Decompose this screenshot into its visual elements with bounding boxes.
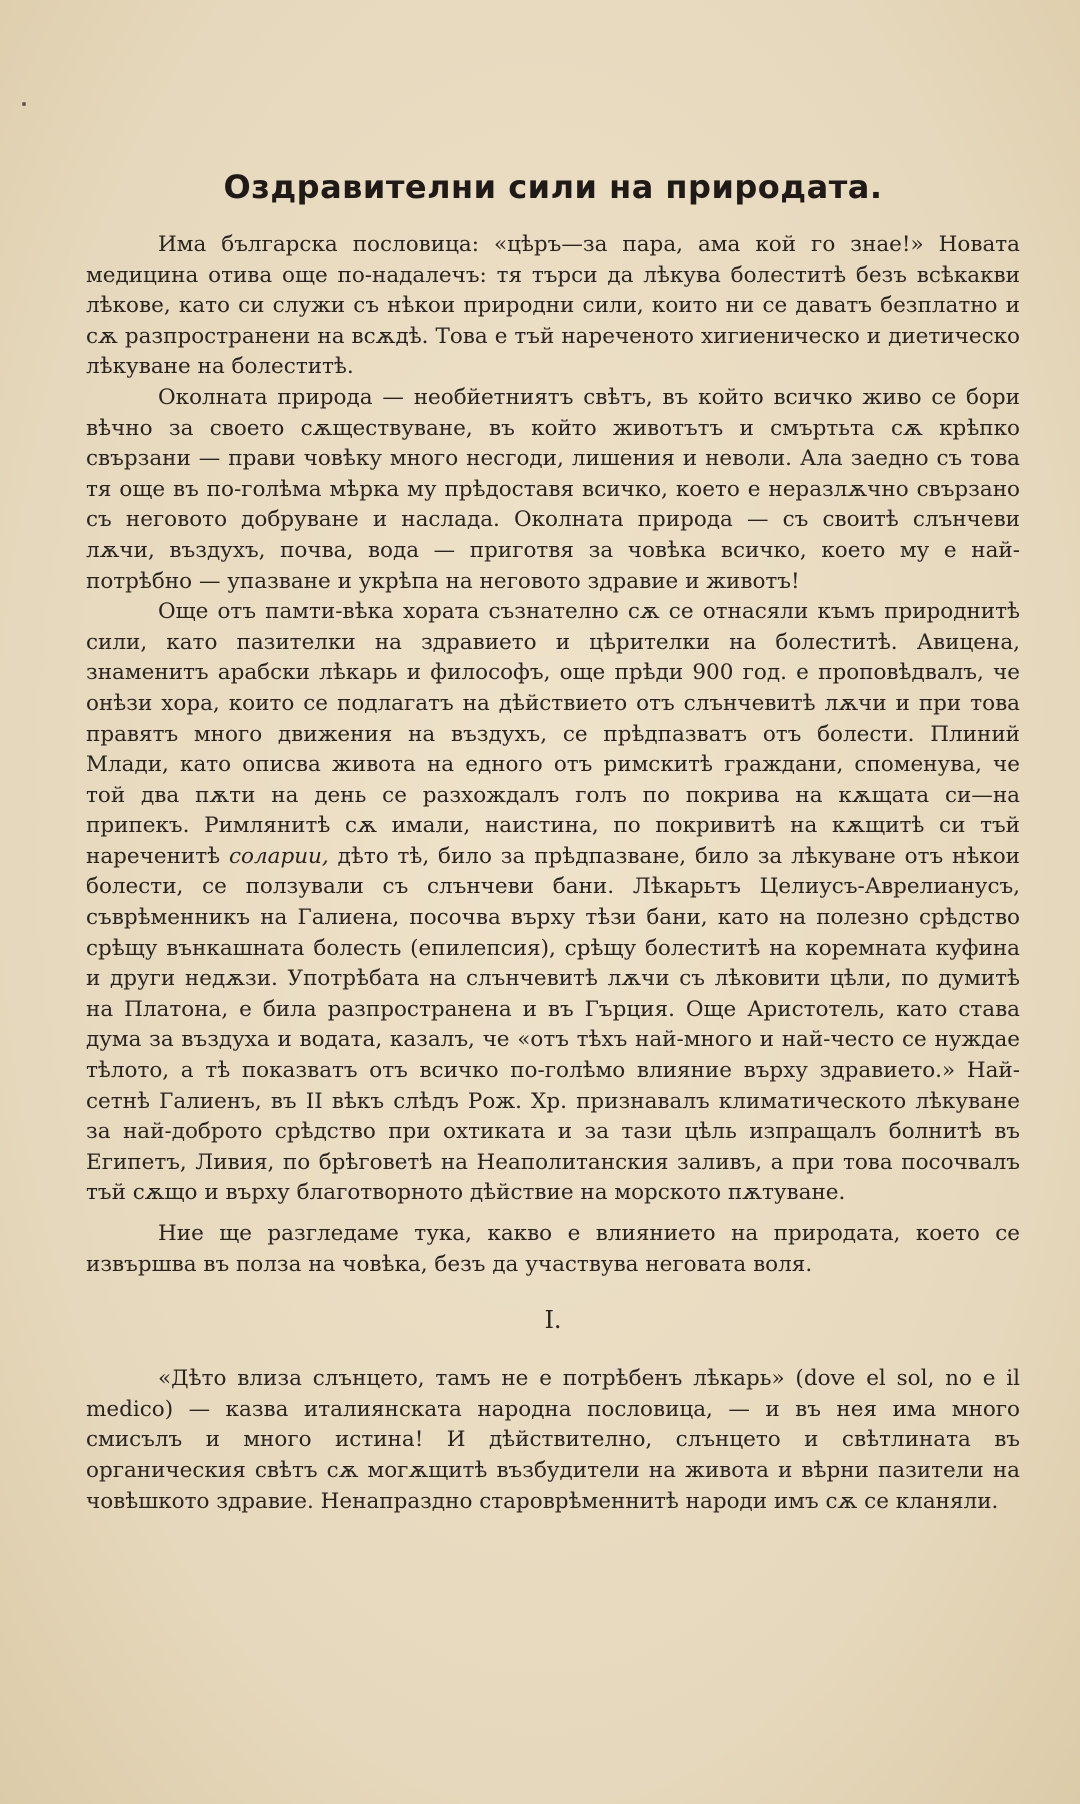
ink-speck xyxy=(22,102,26,106)
paragraph-history xyxy=(86,597,1020,1209)
section-heading: I. xyxy=(544,1306,562,1335)
paragraph-nature: Околната природа — необйетниятъ свѣтъ, въ който всичко живо се бори вѣчно за своето сѫществуване, въ който животътъ и смъртьта сѫ крѣпко свързани — прави човѣку много несгоди, лишения и неволи. Ала заедно съ това тя още въ по-голѣма мѣрка му прѣдоставя всичко, което е неразлѫчно свързано съ неговото добруване и наслада. Околната природа — съ своитѣ слънчеви лѫчи, въздухъ, почва, вода — приготвя за човѣка всичко, което му е най-потрѣбно — упазване и укрѣпа на неговото здравие и животъ! xyxy=(86,384,1020,594)
history-italic-term: соларии, xyxy=(228,843,329,869)
paragraph-sunlight: «Дѣто влиза слънцето, тамъ не е потрѣбенъ лѣкарь» (dove el sol, no e il medico) — казва италиянската народна пословица, — и въ нея има много смисълъ и много истина! И дѣйствително, слънцето и свѣтлината въ органическия свѣтъ сѫ могѫщитѣ възбудители на живота и вѣрни пазители на човѣшкото здравие. Ненапраздно староврѣменнитѣ народи имъ сѫ се кланяли. xyxy=(86,1366,1020,1514)
history-text-end: дѣто тѣ, било за прѣдпазване, било за лѣкуване отъ нѣкои болести, се ползували съ слънчеви бани. Лѣкарьтъ Целиусъ-Аврелианусъ, съврѣменникъ на Галиена, посочва върху тѣзи бани, като на полезно срѣдство срѣщу вънкашната болесть (епилепсия), срѣщу болеститѣ на коремната куфина и други недѫзи. Употрѣбата на слънчевитѣ лѫчи съ лѣковити цѣли, по думитѣ на Платона, е била разпространена и въ Гърция. Още Аристотель, като става дума за въздуха и водата, казалъ, че «отъ тѣхъ най-много и най-често се нуждае тѣлото, а тѣ показватъ отъ всичко по-голѣмо влияние върху здравието.» Най-сетнѣ Галиенъ, въ II вѣкъ слѣдъ Рож. Хр. признавалъ климатическото лѣкуване за най-доброто срѣдство при охтиката и за тази цѣль изпращалъ болнитѣ въ Египетъ, Ливия, по брѣговетѣ на Неаполитанския заливъ, а при това посочвалъ тъй сѫщо и върху благотворното дѣйствие на морското пѫтуване. xyxy=(86,843,1020,1206)
article-body xyxy=(86,158,1020,1517)
paragraph-proverb: Има българска пословица: «цѣръ—за пара, ама кой го знае!» Новата медицина отива още по-надалечъ: тя търси да лѣкува болеститѣ безъ всѣкакви лѣкове, като си служи съ нѣкои природни сили, които ни се даватъ безплатно и сѫ разпространени на всѫдѣ. Това е тъй нареченото хигиеническо и диетическо лѣкуване на болеститѣ. xyxy=(86,232,1020,380)
article-title: Оздравителни сили на природата. xyxy=(223,168,883,206)
paragraph-closing: Ние ще разгледаме тука, какво е влиянието на природата, което се извършва въ полза на човѣка, безъ да участвува неговата воля. xyxy=(86,1221,1020,1277)
history-text-start: Още отъ памти-вѣка хората съзнателно сѫ се отнасяли къмъ природнитѣ сили, като пазителки на здравието и цѣрителки на болеститѣ. Авицена, знаменитъ арабски лѣкарь и философъ, още прѣди 900 год. е проповѣдвалъ, че онѣзи хора, които се подлагатъ на дѣйствието отъ слънчевитѣ лѫчи и при това правятъ много движения на въздухъ, се прѣдпазватъ отъ болести. Плиний Млади, като описва живота на едного отъ римскитѣ граждани, споменува, че той два пѫти на день се разхождалъ голъ по покрива на кѫщата си—на припекъ. Римлянитѣ сѫ имали, наистина, по покривитѣ на кѫщитѣ си тъй нареченитѣ xyxy=(86,599,1020,869)
